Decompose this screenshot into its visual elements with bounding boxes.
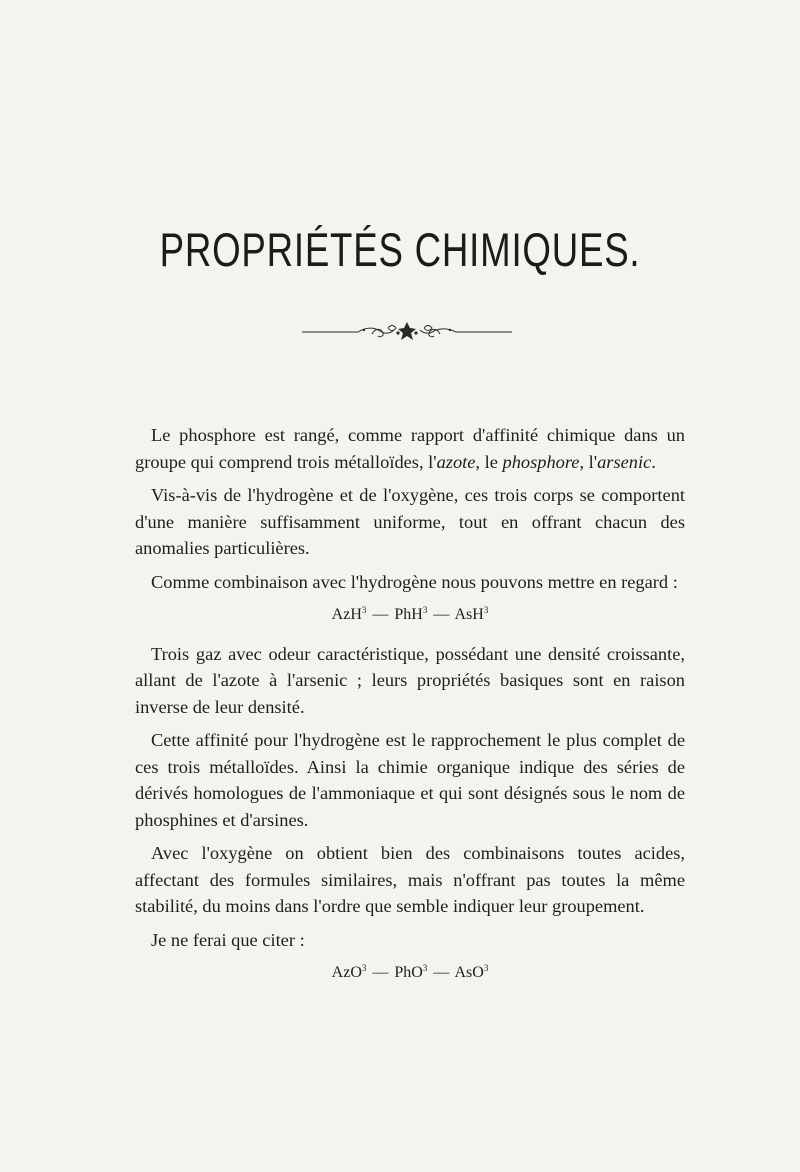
formula-term: AsH	[454, 606, 484, 623]
paragraph-2: Vis-à-vis de l'hydrogène et de l'oxygène, ces trois corps se comportent d'une manière suffisamment uniforme, tout en offrant chacun des anomalies particulières.	[135, 485, 685, 558]
term-arsenic: arsenic	[597, 451, 652, 472]
formula-exponent: 3	[422, 605, 428, 615]
formula-separator: —	[427, 606, 455, 623]
page-title: PROPRIÉTÉS CHIMIQUES.	[159, 223, 641, 277]
paragraph-5: Cette affinité pour l'hydrogène est le rapprochement le plus complet de ces trois métalloïdes. Ainsi la chimie organique indique des séries de dérivés homologues de l'ammoniaque et qui sont désignés sous le nom de phosphines et d'arsines.	[135, 730, 685, 830]
paragraph-1-text: , le	[475, 451, 503, 472]
fleuron-ornament-icon	[300, 318, 514, 344]
paragraph-1	[135, 422, 685, 475]
formula-term: AzH	[331, 606, 362, 623]
formula-separator: —	[366, 964, 395, 981]
paragraph-7: Je ne ferai que citer :	[151, 929, 305, 950]
formula-exponent: 3	[361, 963, 367, 973]
formula-exponent: 3	[422, 963, 428, 973]
formula-hydrides	[135, 602, 685, 629]
paragraph-3: Comme combinaison avec l'hydrogène nous pouvons mettre en regard :	[151, 571, 678, 592]
formula-term: PhO	[394, 964, 423, 981]
formula-separator: —	[366, 606, 395, 623]
term-azote: azote	[436, 451, 476, 472]
formula-term: AzO	[331, 964, 362, 981]
formula-exponent: 3	[483, 963, 489, 973]
formula-term: PhH	[394, 606, 423, 623]
paragraph-1-text: Le phosphore est rangé, comme rapport d'affinité chimique dans un groupe qui comprend trois métalloïdes, l'	[135, 425, 685, 472]
formula-exponent: 3	[361, 605, 367, 615]
term-phosphore: phosphore	[502, 451, 580, 472]
paragraph-4: Trois gaz avec odeur caractéristique, possédant une densité croissante, allant de l'azote à l'arsenic ; leurs propriétés basiques sont en raison inverse de leur densité.	[135, 643, 685, 717]
formula-exponent: 3	[483, 605, 489, 615]
formula-oxides	[135, 960, 685, 987]
body-text	[135, 422, 685, 999]
paragraph-6: Avec l'oxygène on obtient bien des combinaisons toutes acides, affectant des formules similaires, mais n'offrant pas toutes la même stabilité, du moins dans l'ordre que semble indiquer leur groupement.	[135, 843, 685, 916]
formula-term: AsO	[454, 964, 484, 981]
paragraph-1-text: .	[651, 451, 656, 472]
formula-separator: —	[427, 964, 455, 981]
paragraph-1-text: , l'	[579, 451, 598, 472]
